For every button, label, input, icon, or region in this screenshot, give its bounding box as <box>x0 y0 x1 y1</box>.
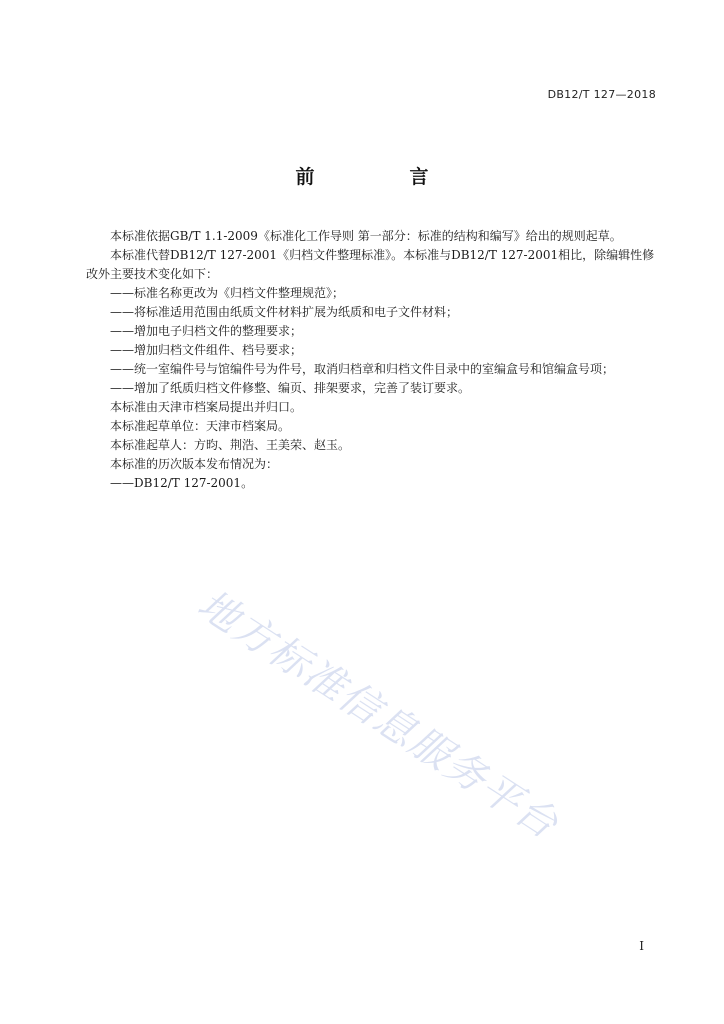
change-item: ——增加电子归档文件的整理要求； <box>110 324 303 338</box>
paragraph-version-history: 本标准的历次版本发布情况为： <box>110 457 279 471</box>
paragraph-proposer: 本标准由天津市档案局提出并归口。 <box>110 400 303 414</box>
page-title: 前 言 <box>295 166 467 188</box>
version-history-item: ——DB12/T 127-2001。 <box>110 476 254 490</box>
change-item: ——统一室编件号与馆编件号为件号，取消归档章和归档文件目录中的室编盒号和馆编盒号项； <box>110 362 615 376</box>
paragraph-drafters: 本标准起草人：方昀、荆浩、王美荣、赵玉。 <box>110 438 351 452</box>
change-item: ——将标准适用范围由纸质文件材料扩展为纸质和电子文件材料； <box>110 305 459 319</box>
paragraph-replacement: 本标准代替DB12/T 127-2001《归档文件整理标准》。本标准与DB12/T 127-2001相比，除编辑性修改外主要技术变化如下： <box>86 248 655 281</box>
change-item: ——增加归档文件组件、档号要求； <box>110 343 303 357</box>
page-number: I <box>639 939 644 953</box>
change-item: ——标准名称更改为《归档文件整理规范》； <box>110 286 345 300</box>
watermark-text: 地方标准信息服务平台 <box>189 581 567 849</box>
change-item: ——增加了纸质归档文件修整、编页、排架要求，完善了装订要求。 <box>110 381 471 395</box>
paragraph-drafting-unit: 本标准起草单位：天津市档案局。 <box>110 419 291 433</box>
paragraph-drafting-rules: 本标准依据GB/T 1.1-2009《标准化工作导则 第一部分：标准的结构和编写》给出的规则起草。 <box>110 229 622 243</box>
standard-code-header: DB12/T 127—2018 <box>547 88 656 101</box>
foreword-body <box>86 227 658 493</box>
